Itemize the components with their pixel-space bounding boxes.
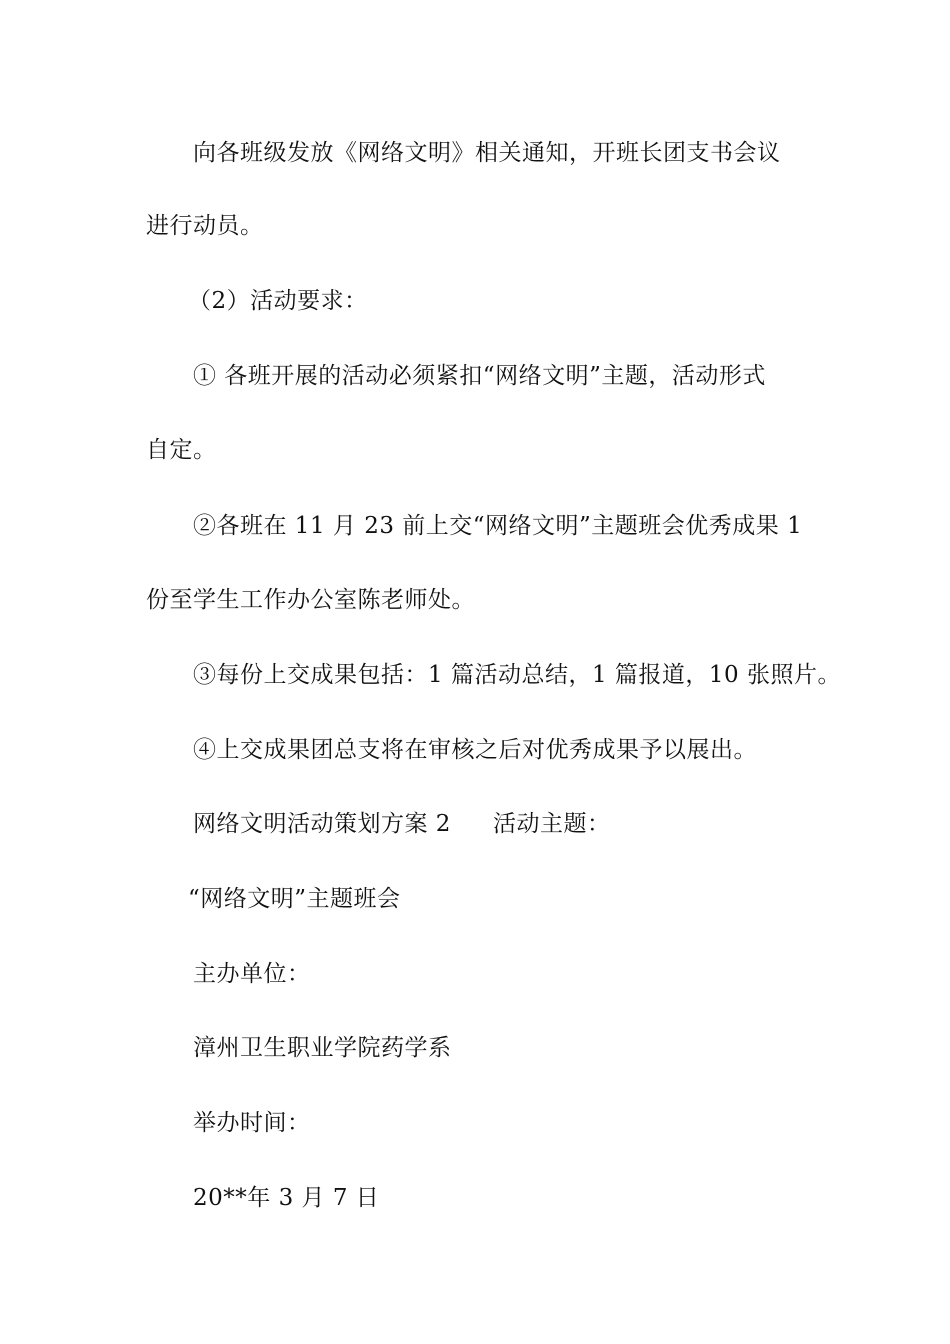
- paragraph-line-1: 向各班级发放《网络文明》相关通知，开班长团支书会议: [193, 140, 781, 166]
- plan-2-heading-line: [193, 809, 610, 839]
- time-label: 举办时间：: [193, 1110, 311, 1136]
- theme-value: “网络文明”主题班会: [188, 886, 401, 912]
- requirements-heading: （2）活动要求：: [188, 288, 368, 314]
- organizer-value: 漳州卫生职业学院药学系: [193, 1035, 452, 1061]
- requirement-1-line-1: ① 各班开展的活动必须紧扣“网络文明”主题，活动形式: [193, 363, 766, 389]
- time-value: 20**年 3 月 7 日: [193, 1185, 380, 1211]
- requirement-1-line-2: 自定。: [146, 437, 217, 463]
- requirement-2-line-1: ②各班在 11 月 23 前上交“网络文明”主题班会优秀成果 1: [193, 513, 803, 539]
- requirement-3: ③每份上交成果包括：1 篇活动总结，1 篇报道，10 张照片。: [193, 662, 841, 688]
- paragraph-line-2: 进行动员。: [146, 213, 264, 239]
- plan-2-title: 网络文明活动策划方案 2: [193, 811, 451, 837]
- organizer-label: 主办单位：: [193, 961, 311, 987]
- theme-label: 活动主题：: [492, 811, 611, 837]
- requirement-2-line-2: 份至学生工作办公室陈老师处。: [146, 587, 475, 613]
- requirement-4: ④上交成果团总支将在审核之后对优秀成果予以展出。: [193, 737, 757, 763]
